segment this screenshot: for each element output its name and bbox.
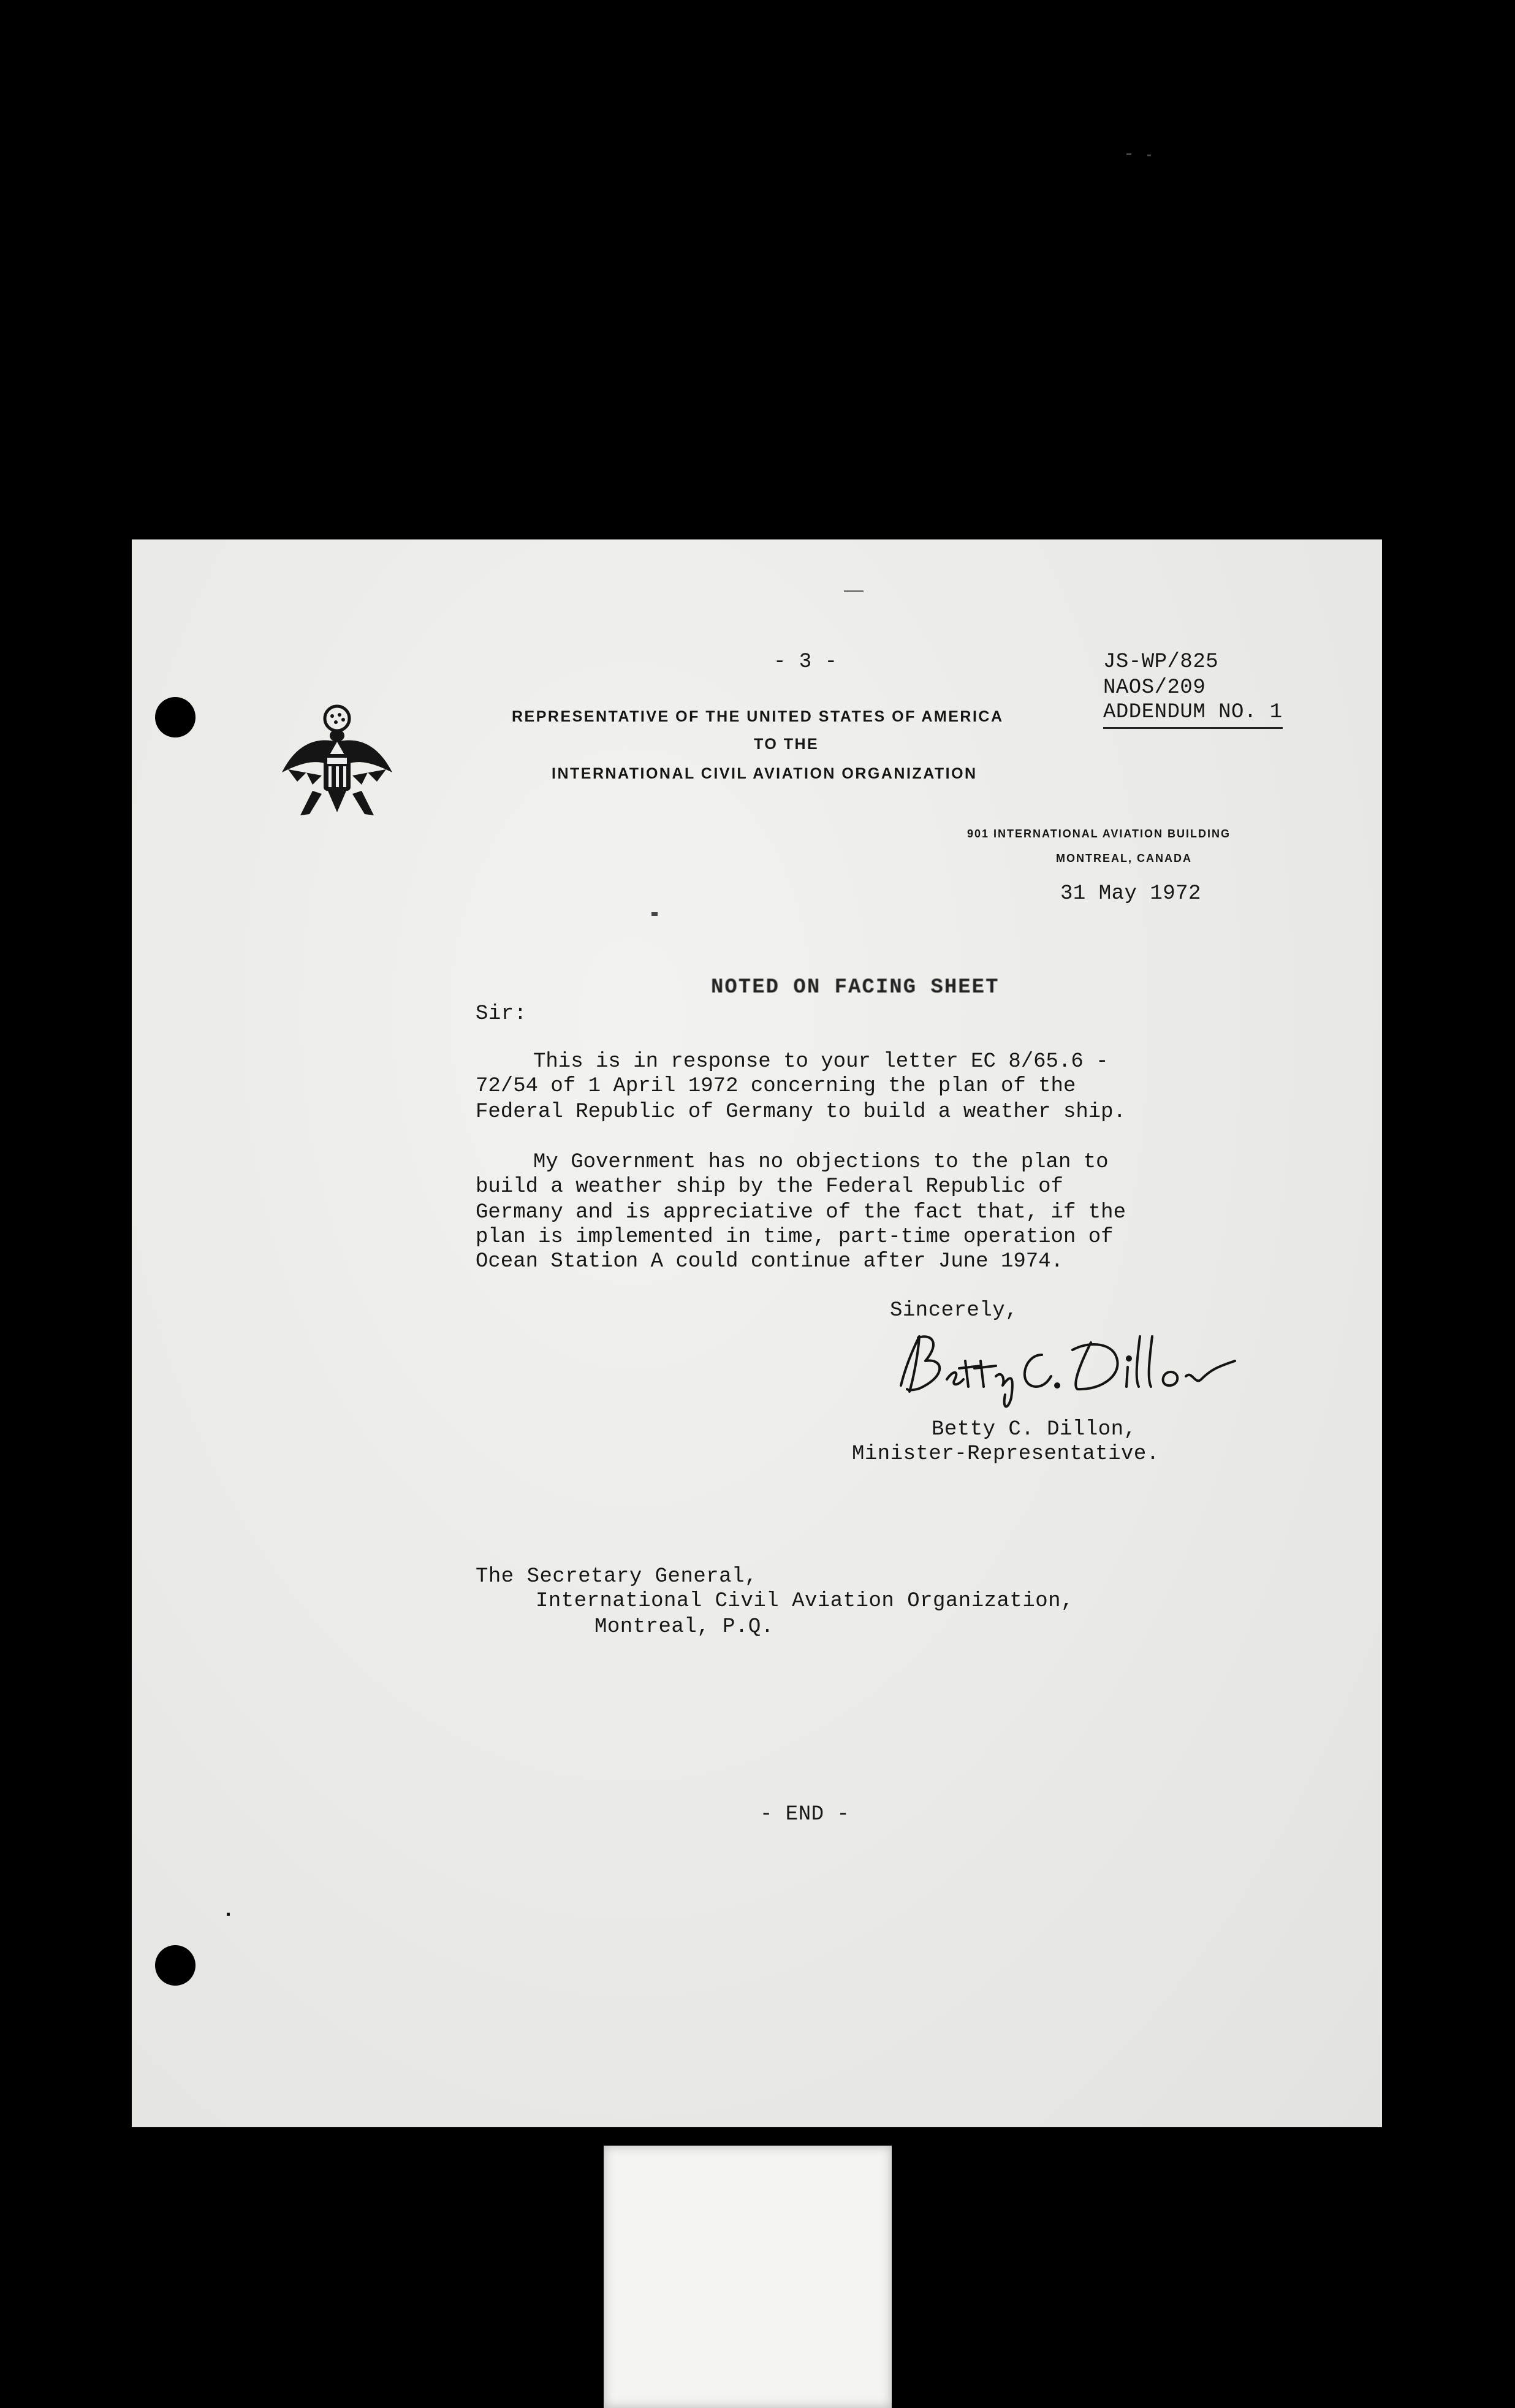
- address-line-2: MONTREAL, CANADA: [1056, 852, 1192, 864]
- paragraph-2-line-5: Ocean Station A could continue after June 1974.: [476, 1250, 1063, 1273]
- letterhead-line-3: INTERNATIONAL CIVIL AVIATION ORGANIZATION: [552, 765, 978, 782]
- reference-addendum: ADDENDUM NO. 1: [1103, 699, 1283, 729]
- reference-line-1: JS-WP/825: [1103, 650, 1219, 674]
- closing: Sincerely,: [890, 1299, 1019, 1322]
- address-line-1: 901 INTERNATIONAL AVIATION BUILDING: [967, 828, 1231, 840]
- letterhead-line-2: TO THE: [754, 736, 819, 753]
- paragraph-2-line-2: build a weather ship by the Federal Republic of: [476, 1175, 1063, 1198]
- letter-date: 31 May 1972: [1060, 882, 1201, 905]
- paragraph-1-line-3: Federal Republic of Germany to build a weather ship.: [476, 1100, 1126, 1124]
- page-mark: [227, 1913, 230, 1916]
- paragraph-2-line-1: My Government has no objections to the plan to: [533, 1151, 1109, 1174]
- letterhead-line-1: REPRESENTATIVE OF THE UNITED STATES OF AMERICA: [512, 708, 1004, 725]
- page-mark: [651, 912, 658, 916]
- paragraph-2-line-4: plan is implemented in time, part-time operation of: [476, 1225, 1114, 1249]
- signer-title: Minister-Representative.: [852, 1442, 1160, 1466]
- reference-line-2: NAOS/209: [1103, 676, 1206, 699]
- speck: [1126, 153, 1131, 155]
- recipient-line-2: International Civil Aviation Organization,: [536, 1590, 1074, 1613]
- page-number: - 3 -: [773, 650, 838, 674]
- speck: [1147, 154, 1151, 156]
- punch-hole-bottom: [155, 1945, 196, 1986]
- paragraph-1-line-2: 72/54 of 1 April 1972 concerning the plan of the: [476, 1075, 1076, 1098]
- punch-hole-top: [155, 697, 196, 737]
- recipient-line-1: The Secretary General,: [476, 1565, 758, 1588]
- paragraph-1-line-1: This is in response to your letter EC 8/65.6 -: [533, 1050, 1109, 1073]
- blank-target-card: [604, 2146, 892, 2408]
- end-mark: - END -: [760, 1803, 850, 1826]
- recipient-line-3: Montreal, P.Q.: [594, 1615, 774, 1639]
- us-seal-icon: [276, 699, 398, 821]
- handwritten-signature: [883, 1318, 1250, 1416]
- paragraph-2-line-3: Germany and is appreciative of the fact that, if the: [476, 1201, 1126, 1224]
- salutation: Sir:: [476, 1002, 527, 1026]
- signer-name: Betty C. Dillon,: [932, 1418, 1137, 1441]
- noted-stamp: NOTED ON FACING SHEET: [711, 976, 1000, 999]
- page-mark: [844, 590, 864, 592]
